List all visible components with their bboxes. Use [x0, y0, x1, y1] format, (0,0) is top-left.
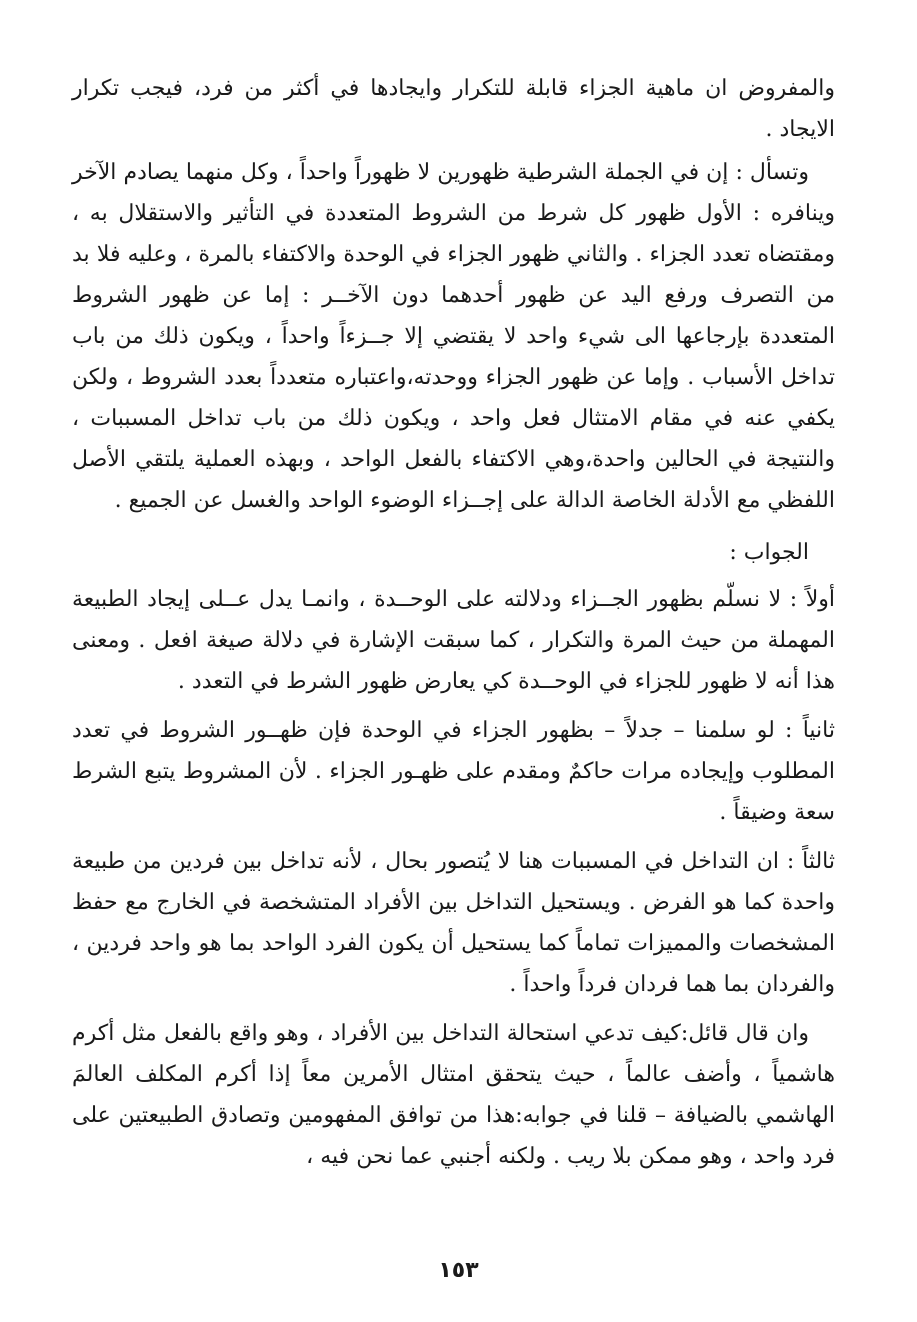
paragraph-objection: وان قال قائل:كيف تدعي استحالة التداخل بين الأفراد ، وهو واقع بالفعل مثل أكرم هاشمياً ، وأضف عالماً ، حيث يتحقق امتثال الأمرين معاً إذا أكرم المكلف العالمَ الهاشمي بالضيافة – قلنا في جوابه:هذا من توافق المفهومين وتصادق الطبيعتين على فرد واحد ، وهو ممكن بلا ريب . ولكنه أجنبي عما نحن فيه ،: [72, 1021, 835, 1169]
paragraph-answer-first: أولاً : لا نسلّم بظهور الجــزاء ودلالته على الوحــدة ، وانمـا يدل عــلى إيجاد الطبيعة المهملة من حيث المرة والتكرار ، كما سبقت الإشارة في دلالة صيغة افعل . ومعنى هذا أنه لا ظهور للجزاء في الوحــدة كي يعارض ظهور الشرط في التعدد .: [72, 587, 835, 694]
answer-heading: الجواب :: [729, 540, 809, 565]
paragraph-question: وتسأل : إن في الجملة الشرطية ظهورين لا ظهوراً واحداً ، وكل منهما يصادم الآخر وينافره : الأول ظهور كل شرط من الشروط المتعددة في التأثير والاستقلال به ، ومقتضاه تعدد الجزاء . والثاني ظهور الجزاء في الوحدة والاكتفاء بالمرة ، وعليه فلا بد من التصرف ورفع اليد عن ظهور أحدهما دون الآخــر : إما عن ظهور الشروط المتعددة بإرجاعها الى شيء واحد لا يقتضي إلا جــزءاً واحداً ، ويكون ذلك من باب تداخل الأسباب . وإما عن ظهور الجزاء ووحدته،واعتباره متعدداً بعدد الشروط ، ولكن يكفي عنه في مقام الامتثال فعل واحد ، ويكون ذلك من باب تداخل المسببات ، والنتيجة في الحالين واحدة،وهي الاكتفاء بالفعل الواحد ، وبهذه العملية يلتقي الأصل اللفظي مع الأدلة الخاصة الدالة على إجــزاء الوضوء الواحد والغسل عن الجميع .: [72, 160, 835, 513]
paragraph-ijad-continuation: والمفروض ان ماهية الجزاء قابلة للتكرار وايجادها في أكثر من فرد، فيجب تكرار الايجاد .: [72, 76, 835, 142]
paragraph-answer-second: ثانياً : لو سلمنا – جدلاً – بظهور الجزاء في الوحدة فإن ظهــور الشروط في تعدد المطلوب وإيجاده مرات حاكمٌ ومقدم على ظهـور الجزاء . لأن المشروط يتبع الشرط سعة وضيقاً .: [72, 718, 835, 825]
page-body: [72, 68, 835, 1282]
page-number: ١٥٣: [438, 1258, 479, 1283]
paragraph-answer-third: ثالثاً : ان التداخل في المسببات هنا لا يُتصور بحال ، لأنه تداخل بين فردين من طبيعة واحدة كما هو الفرض . ويستحيل التداخل بين الأفراد المتشخصة في الخارج مع حفظ المشخصات والمميزات تماماً كما يستحيل أن يكون الفرد الواحد بما هو واحد فردين ، والفردان بما هما فردان فرداً واحداً .: [72, 849, 835, 997]
